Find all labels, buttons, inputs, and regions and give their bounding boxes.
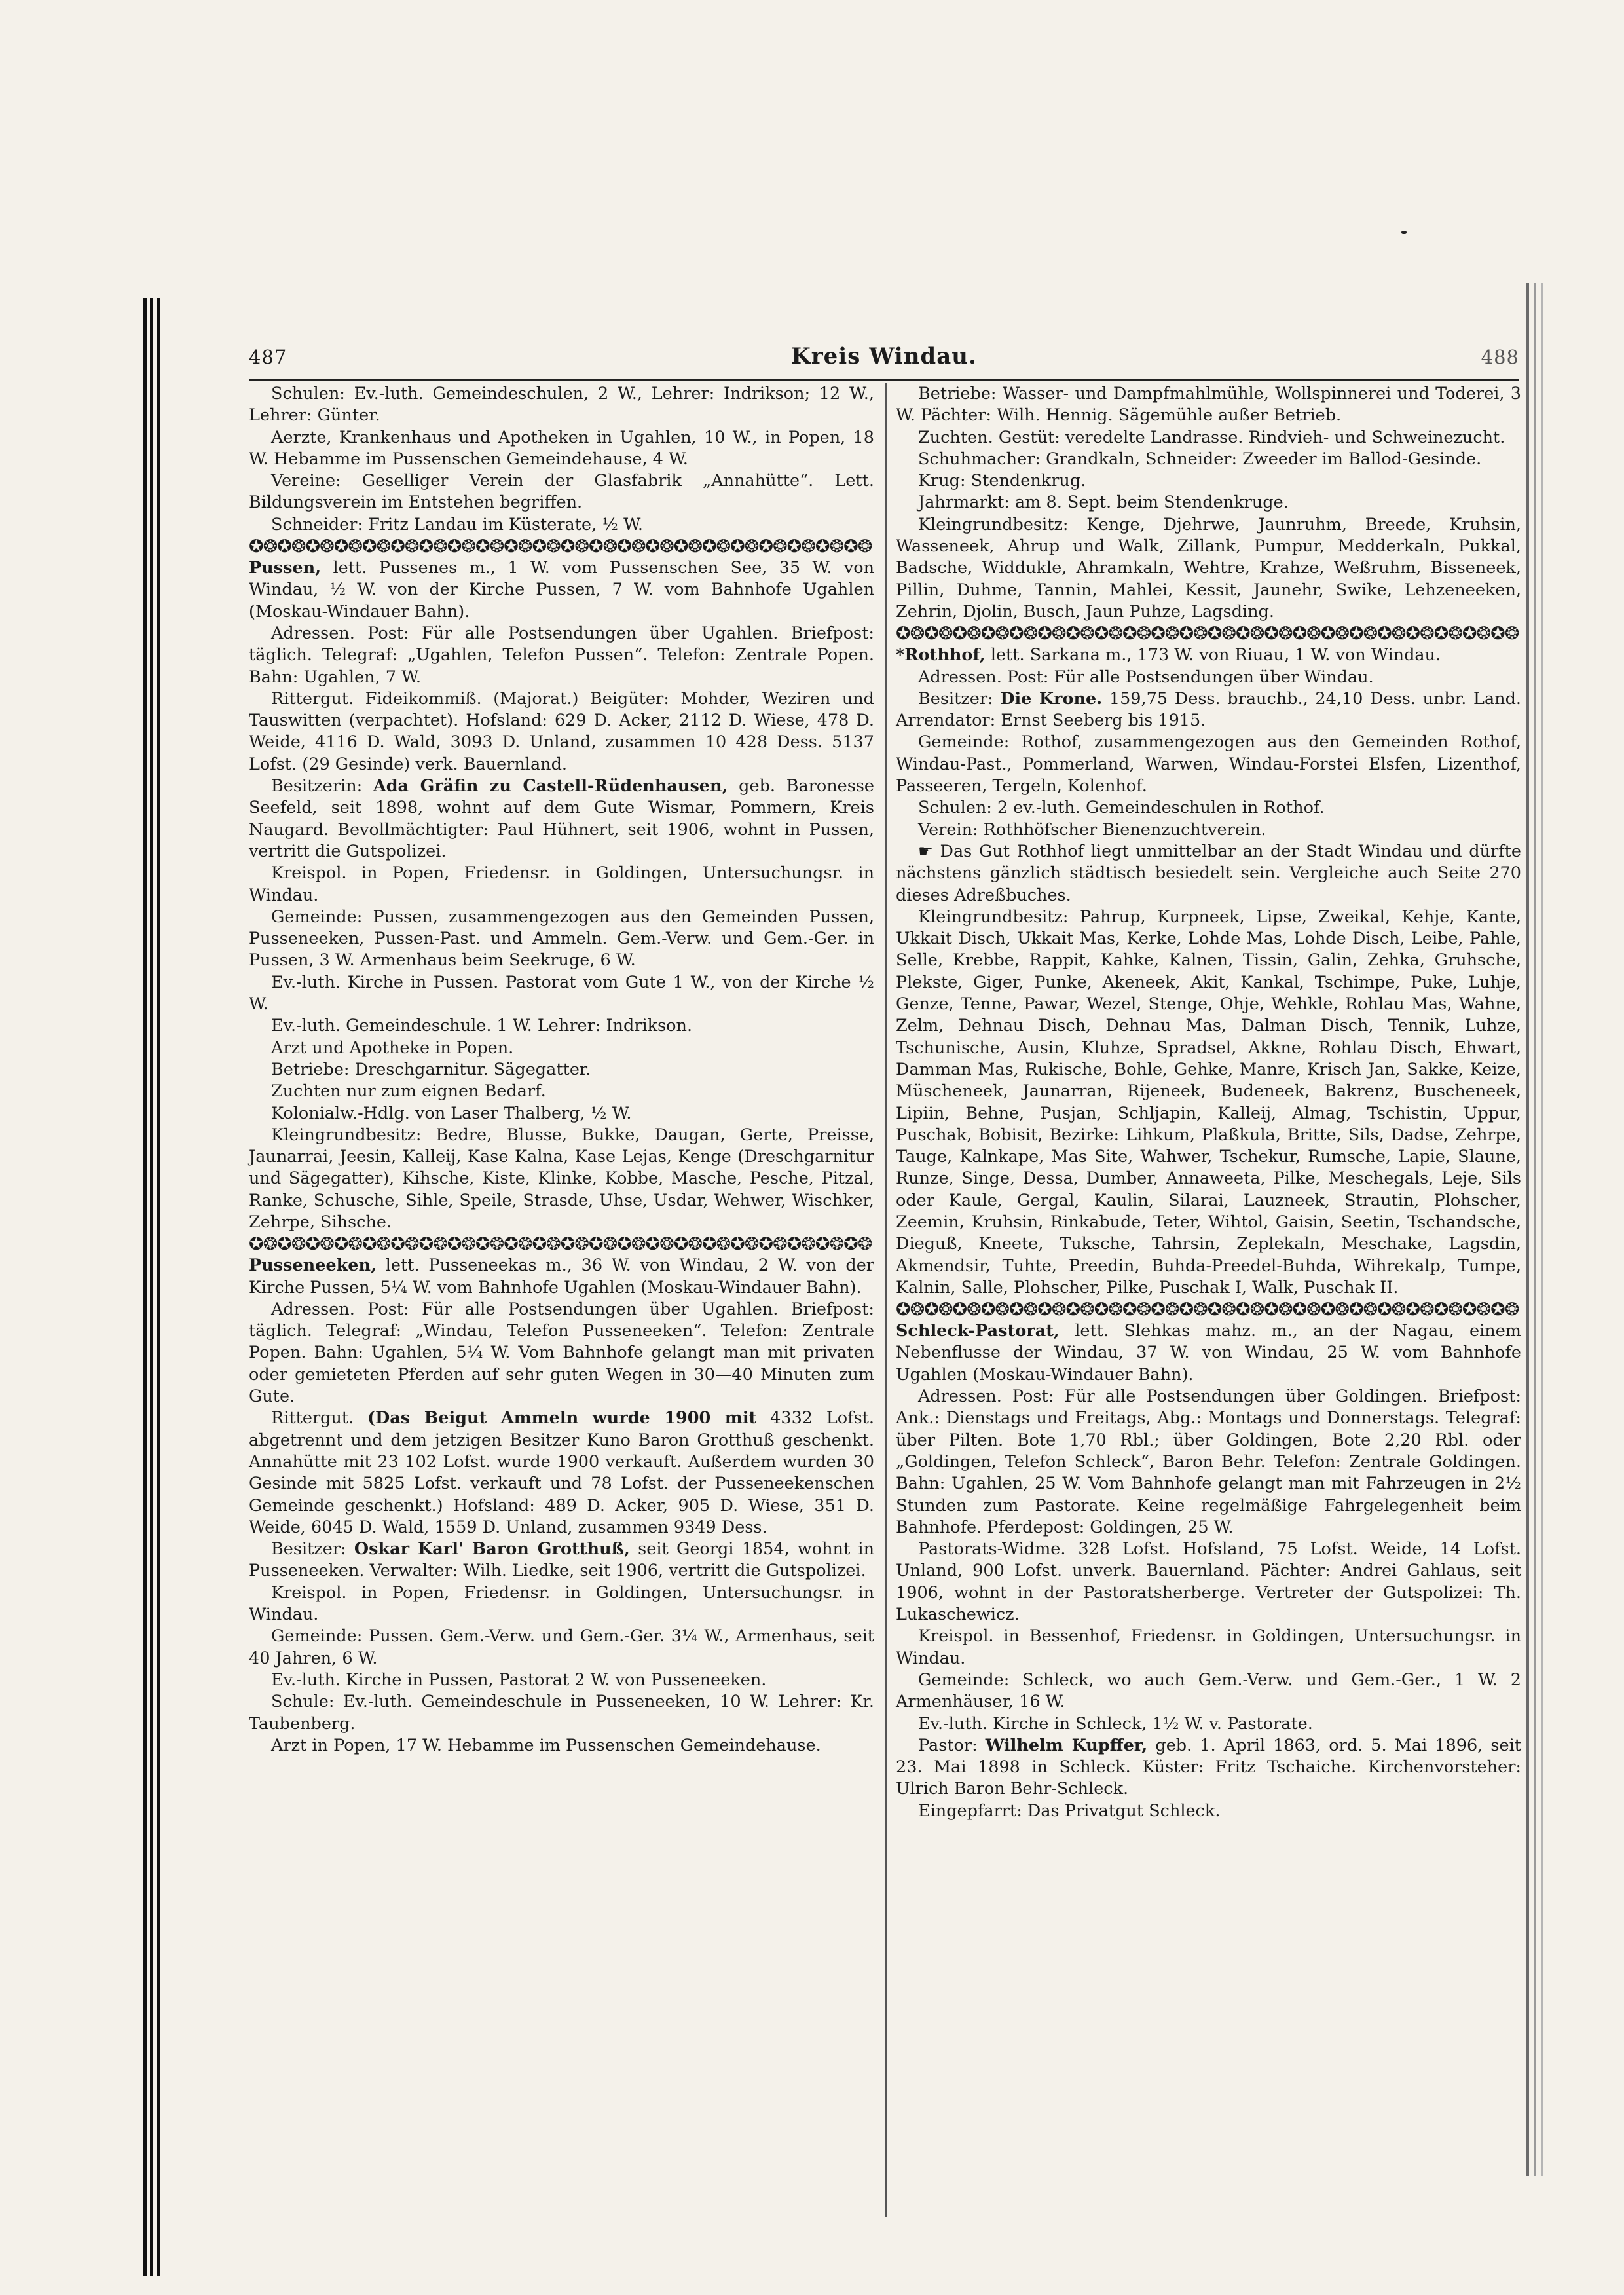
pusseneeken-addresses: Adressen. Post: Für alle Postsendungen über Ugahlen. Briefpost: täglich. Telegraf: „Windau, Telefon Pusseneeken“. Telefon: Zentrale Popen. Bahn: Ugahlen, 5¼ W. Vom Bahnhofe gelangt man mit privaten oder gemieteten Pferden auf sehr guten Wegen in 30—40 Minuten zum Gute.: [249, 1299, 874, 1407]
rothhof-addresses: Adressen. Post: Für alle Postsendungen über Windau.: [918, 667, 1374, 687]
pussen-shop: Kolonialw.-Hdlg. von Laser Thalberg, ½ W.: [271, 1103, 632, 1123]
pusseneeken-doctor: Arzt in Popen, 17 W. Hebamme im Pussenschen Gemeindehause.: [271, 1735, 821, 1755]
rothhof-owner-details: 159,75 Dess. brauchb., 24,10 Dess. unbr. Land. Arrendator: Ernst Seeberg bis 1915.: [896, 688, 1521, 731]
doctors-entry: Aerzte, Krankenhaus und Apotheken in Ugahlen, 10 W., in Popen, 18 W. Hebamme im Pussenschen Gemeindehause, 4 W.: [249, 427, 874, 469]
page-number-left: 487: [249, 346, 287, 368]
schleck-municipality: Gemeinde: Schleck, wo auch Gem.-Verw. und Gem.-Ger., 1 W. 2 Armenhäuser, 16 W.: [896, 1670, 1521, 1712]
pussen-heading: Pussen,: [249, 558, 322, 578]
page-number-right: 488: [1481, 346, 1519, 368]
pussen-school: Ev.-luth. Gemeindeschule. 1 W. Lehrer: Indrikson.: [271, 1016, 693, 1036]
pussen-breeding: Zuchten nur zum eignen Bedarf.: [271, 1081, 546, 1102]
schleck-intro: [896, 1320, 1521, 1386]
pusseneeken-owner-details: seit Georgi 1854, wohnt in Pusseneeken. Verwalter: Wilh. Liedke, seit 1906, vertritt die Gutspolizei.: [249, 1539, 875, 1581]
pusseneeken-estate-note: (Das Beigut Ammeln wurde 1900 mit: [367, 1408, 757, 1428]
tailor-entry: Schneider: Fritz Landau im Küsterate, ½ W.: [271, 514, 643, 534]
pussen-owner: [249, 775, 874, 863]
pusseneeken-owner: [249, 1539, 874, 1582]
pussen-police: Kreispol. in Popen, Friedensr. in Goldingen, Untersuchungsr. in Windau.: [249, 863, 874, 905]
rothhof-owner-name: Die Krone.: [1000, 688, 1103, 709]
schleck-church: Ev.-luth. Kirche in Schleck, 1½ W. v. Pastorate.: [918, 1713, 1313, 1734]
schleck-police: Kreispol. in Bessenhof, Friedensr. in Goldingen, Untersuchungsr. in Windau.: [896, 1626, 1521, 1668]
clubs-entry: Vereine: Geselliger Verein der Glasfabrik „Annahütte“. Lett. Bildungsverein im Entstehen begriffen.: [249, 471, 874, 513]
schleck-pastor-label: Pastor:: [918, 1735, 978, 1755]
pusseneeken-estate: [249, 1408, 874, 1539]
schleck-widme: Pastorats-Widme. 328 Lofst. Hofsland, 75 Lofst. Weide, 14 Lofst. Unland, 900 Lofst. unverk. Bauernland. Pächter: Andrei Gahlaus, seit 1906, wohnt in der Pastoratsherberge. Vertreter der Gutspolizei: Th. Lukaschewicz.: [896, 1539, 1521, 1625]
ornament-divider: ✪❂✪❂✪❂✪❂✪❂✪❂✪❂✪❂✪❂✪❂✪❂✪❂✪❂✪❂✪❂✪❂✪❂✪❂✪❂✪❂✪❂✪❂: [896, 624, 1519, 644]
pusseneeken-church: Ev.-luth. Kirche in Pussen, Pastorat 2 W. von Pusseneeken.: [271, 1670, 767, 1690]
book-binding-edge: [143, 298, 162, 2276]
schleck-heading: Schleck-Pastorat,: [896, 1321, 1060, 1341]
page-title: Kreis Windau.: [791, 343, 977, 369]
schleck-parish: Eingepfarrt: Das Privatgut Schleck.: [918, 1801, 1221, 1821]
market-entry: Jahrmarkt: am 8. Sept. beim Stendenkruge.: [918, 493, 1289, 513]
schleck-pastor: [896, 1735, 1521, 1801]
ornament-divider: ✪❂✪❂✪❂✪❂✪❂✪❂✪❂✪❂✪❂✪❂✪❂✪❂✪❂✪❂✪❂✪❂✪❂✪❂✪❂✪❂✪❂✪❂: [896, 1299, 1519, 1320]
ink-speck: [1401, 231, 1407, 234]
pusseneeken-school: Schule: Ev.-luth. Gemeindeschule in Pusseneeken, 10 W. Lehrer: Kr. Taubenberg.: [249, 1692, 874, 1734]
rothhof-owner-label: Besitzer:: [918, 688, 993, 709]
smallholdings-entry: Kleingrundbesitz: Kenge, Djehrwe, Jaunruhm, Breede, Kruhsin, Wasseneek, Ahrup und Walk, Zillank, Pumpur, Medderkaln, Pukkal, Badsche, Widdukle, Ahramkaln, Wehtre, Krahze, Weßruhm, Bisseneek, Pillin, Duhme, Tannin, Mahlei, Kessit, Jaunehr, Swike, Lehzeneeken, Zehrin, Djolin, Busch, Jaun Puhze, Lagsding.: [896, 514, 1521, 622]
ornament-divider: ✪❂✪❂✪❂✪❂✪❂✪❂✪❂✪❂✪❂✪❂✪❂✪❂✪❂✪❂✪❂✪❂✪❂✪❂✪❂✪❂✪❂✪❂: [249, 1234, 872, 1255]
schleck-pastor-details: geb. 1. April 1863, ord. 5. Mai 1896, seit 23. Mai 1898 in Schleck. Küster: Fritz Tschaiche. Kirchenvorsteher: Ulrich Baron Behr-Schleck.: [896, 1735, 1521, 1799]
pusseneeken-location: lett. Pusseneekas m., 36 W. von Windau, 2 W. von der Kirche Pussen, 5¼ W. vom Bahnhofe Ugahlen (Moskau-Windauer Bahn).: [249, 1256, 874, 1297]
column-divider: [885, 383, 887, 2217]
businesses-entry: Betriebe: Wasser- und Dampfmahlmühle, Wollspinnerei und Toderei, 3 W. Pächter: Wilh. Hennig. Sägemühle außer Betrieb.: [896, 384, 1521, 426]
pussen-owner-details: geb. Baronesse Seefeld, seit 1898, wohnt auf dem Gute Wismar, Pommern, Kreis Naugard. Bevollmächtigter: Paul Hühnert, seit 1906, wohnt in Pussen, vertritt die Gutspolizei.: [249, 776, 874, 861]
pussen-location: lett. Pussenes m., 1 W. vom Pussenschen See, 35 W. von Windau, ½ W. von der Kirche Pussen, 7 W. vom Bahnhofe Ugahlen (Moskau-Windauer Bahn).: [249, 558, 874, 622]
pusseneeken-heading: Pusseneeken,: [249, 1256, 377, 1276]
pussen-smallholdings: Kleingrundbesitz: Bedre, Blusse, Bukke, Daugan, Gerte, Preisse, Jaunarrai, Jeesin, Kalleij, Kase Kalna, Kase Lejas, Kenge (Dreschgarnitur und Sägegatter), Kihsche, Kiste, Klinke, Kobbe, Masche, Pesche, Pitzal, Ranke, Schusche, Sihle, Speile, Strasde, Uhse, Usdar, Wehwer, Wischker, Zehrpe, Sihsche.: [249, 1125, 874, 1232]
pussen-businesses: Betriebe: Dreschgarnitur. Sägegatter.: [271, 1059, 591, 1079]
pussen-intro: [249, 557, 874, 623]
rothhof-municipality: Gemeinde: Rothof, zusammengezogen aus den Gemeinden Rothof, Windau-Past., Pommerland, Warwen, Windau-Forstei Elsfen, Lizenthof, Passeeren, Tergeln, Kolenhof.: [896, 732, 1521, 796]
pussen-owner-label: Besitzerin:: [271, 776, 363, 796]
rothhof-owner: [896, 688, 1521, 732]
pusseneeken-intro: [249, 1255, 874, 1299]
page-edge-lines: [1526, 283, 1551, 2176]
rothhof-heading: *Rothhof,: [896, 645, 986, 665]
schleck-addresses: Adressen. Post: Für alle Postsendungen über Goldingen. Briefpost: Ank.: Dienstags und Freitags, Abg.: Montags und Donnerstags. Telegraf: über Pilten. Bote 1,70 Rbl.; über Goldingen, Bote 2,20 Rbl. oder „Goldingen, Telefon Schleck“, Baron Behr. Telefon: Zentrale Goldingen. Bahn: Ugahlen, 25 W. Vom Bahnhofe gelangt man mit Fahrzeugen in 2½ Stunden zum Pastorate. Keine regelmäßige Fahrgelegenheit beim Bahnhofe. Pferdepost: Goldingen, 25 W.: [896, 1387, 1521, 1537]
rothhof-intro: [896, 644, 1521, 666]
rothhof-club: Verein: Rothhöfscher Bienenzuchtverein.: [918, 819, 1266, 840]
pusseneeken-police: Kreispol. in Popen, Friedensr. in Goldingen, Untersuchungsr. in Windau.: [249, 1582, 874, 1625]
pussen-owner-name: Ada Gräfin zu Castell-Rüdenhausen,: [373, 776, 728, 796]
schleck-pastor-name: Wilhelm Kupffer,: [985, 1735, 1148, 1755]
left-column: [249, 383, 874, 1757]
pussen-estate: Rittergut. Fideikommiß. (Majorat.) Beigüter: Mohder, Weziren und Tauswitten (verpachtet). Hofsland: 629 D. Acker, 2112 D. Wiese, 478 D. Weide, 4116 D. Wald, 3093 D. Unland, zusammen 10 428 Dess. 5137 Lofst. (29 Gesinde) verk. Bauernland.: [249, 688, 874, 774]
pusseneeken-estate-details: 4332 Lofst. abgetrennt und dem jetzigen Besitzer Kuno Baron Grotthuß geschenkt. Annahütte mit 23 102 Lofst. wurde 1900 verkauft. Außerdem wurden 30 Gesinde mit 5825 Lofst. verkauft und 78 Lofst. der Pusseneekenschen Gemeinde geschenkt.) Hofsland: 489 D. Acker, 905 D. Wiese, 351 D. Weide, 6045 D. Wald, 1559 D. Unland, zusammen 9349 Dess.: [249, 1408, 875, 1537]
pussen-municipality: Gemeinde: Pussen, zusammengezogen aus den Gemeinden Pussen, Pusseneeken, Pussen-Past. und Ammeln. Gem.-Verw. und Gem.-Ger. in Pussen, 3 W. Armenhaus beim Seekruge, 6 W.: [249, 906, 874, 971]
pusseneeken-estate-label: Rittergut.: [271, 1408, 354, 1428]
breeding-entry: Zuchten. Gestüt: veredelte Landrasse. Rindvieh- und Schweinezucht.: [918, 427, 1505, 447]
ornament-divider: ✪❂✪❂✪❂✪❂✪❂✪❂✪❂✪❂✪❂✪❂✪❂✪❂✪❂✪❂✪❂✪❂✪❂✪❂✪❂✪❂✪❂✪❂: [249, 536, 872, 557]
pusseneeken-owner-name: Oskar Karl' Baron Grotthuß,: [354, 1539, 630, 1559]
inn-entry: Krug: Stendenkrug.: [918, 471, 1086, 491]
schleck-location: lett. Slehkas mahz. m., an der Nagau, einem Nebenflusse der Windau, 37 W. von Windau, 25 W. vom Bahnhofe Ugahlen (Moskau-Windauer Bahn).: [896, 1321, 1521, 1385]
rothhof-location: lett. Sarkana m., 173 W. von Riuau, 1 W. von Windau.: [990, 645, 1441, 665]
running-header: [249, 343, 1519, 372]
rothhof-schools: Schulen: 2 ev.-luth. Gemeindeschulen in Rothof.: [918, 798, 1325, 818]
pussen-pharmacy: Arzt und Apotheke in Popen.: [271, 1037, 514, 1058]
pussen-church: Ev.-luth. Kirche in Pussen. Pastorat vom Gute 1 W., von der Kirche ½ W.: [249, 972, 874, 1015]
rothhof-smallholdings: Kleingrundbesitz: Pahrup, Kurpneek, Lipse, Zweikal, Kehje, Kante, Ukkait Disch, Ukkait Mas, Kerke, Lohde Mas, Lohde Disch, Leibe, Pahle, Selle, Krebbe, Rappit, Kahke, Kalnen, Tissin, Galin, Zehka, Gruhsche, Plekste, Giger, Punke, Akeneek, Akit, Kankal, Tschimpe, Puke, Luhje, Genze, Tenne, Pawar, Wezel, Stenge, Ohje, Wehkle, Rohlau Mas, Wahne, Zelm, Dehnau Disch, Dehnau Mas, Dalman Disch, Tennik, Luhze, Tschunische, Ausin, Kluhze, Spradsel, Akkne, Rohlau Disch, Ehwart, Damman Mas, Rukische, Bohle, Gehke, Manre, Krisch Jan, Sakke, Keize, Müscheneek, Jaunarran, Rijeneek, Budeneek, Bakrenz, Buscheneek, Lipiin, Behne, Pusjan, Schljapin, Kalleij, Almag, Tschistin, Uppur, Puschak, Bobisit, Bezirke: Lihkum, Plaßkula, Britte, Sils, Dadse, Zehrpe, Tauge, Kalnkape, Mas Site, Wahwer, Tschekur, Rumsche, Lapie, Slaune, Runze, Singe, Dessa, Dumber, Annaweeta, Pilke, Meschegals, Leje, Sils oder Kaule, Gergal, Kaulin, Silarai, Lauzneek, Strautin, Plohscher, Zeemin, Kruhsin, Rinkabude, Teter, Wihtol, Gaisin, Seetin, Tschandsche, Dieguß, Kneete, Tuksche, Tahrsin, Zeplekaln, Meschake, Lagsdin, Akmendsir, Tuhte, Preedin, Buhda-Preedel-Buhda, Wihrekalp, Tumpe, Kalnin, Salle, Plohscher, Pilke, Puschak I, Walk, Puschak II.: [896, 906, 1521, 1297]
pussen-addresses: Adressen. Post: Für alle Postsendungen über Ugahlen. Briefpost: täglich. Telegraf: „Ugahlen, Telefon Pussen“. Telefon: Zentrale Popen. Bahn: Ugahlen, 7 W.: [249, 623, 874, 687]
craftsmen-entry: Schuhmacher: Grandkaln, Schneider: Zweeder im Ballod-Gesinde.: [918, 449, 1482, 469]
rothhof-note: ☛ Das Gut Rothhof liegt unmittelbar an der Stadt Windau und dürfte nächstens gänzlich städtisch besiedelt sein. Vergleiche auch Seite 270 dieses Adreßbuches.: [896, 841, 1521, 905]
right-column: [896, 383, 1521, 1822]
pusseneeken-municipality: Gemeinde: Pussen. Gem.-Verw. und Gem.-Ger. 3¼ W., Armenhaus, seit 40 Jahren, 6 W.: [249, 1626, 874, 1668]
schools-entry: Schulen: Ev.-luth. Gemeindeschulen, 2 W., Lehrer: Indrikson; 12 W., Lehrer: Günter.: [249, 384, 874, 426]
pusseneeken-owner-label: Besitzer:: [271, 1539, 346, 1559]
header-rule: [249, 379, 1519, 381]
